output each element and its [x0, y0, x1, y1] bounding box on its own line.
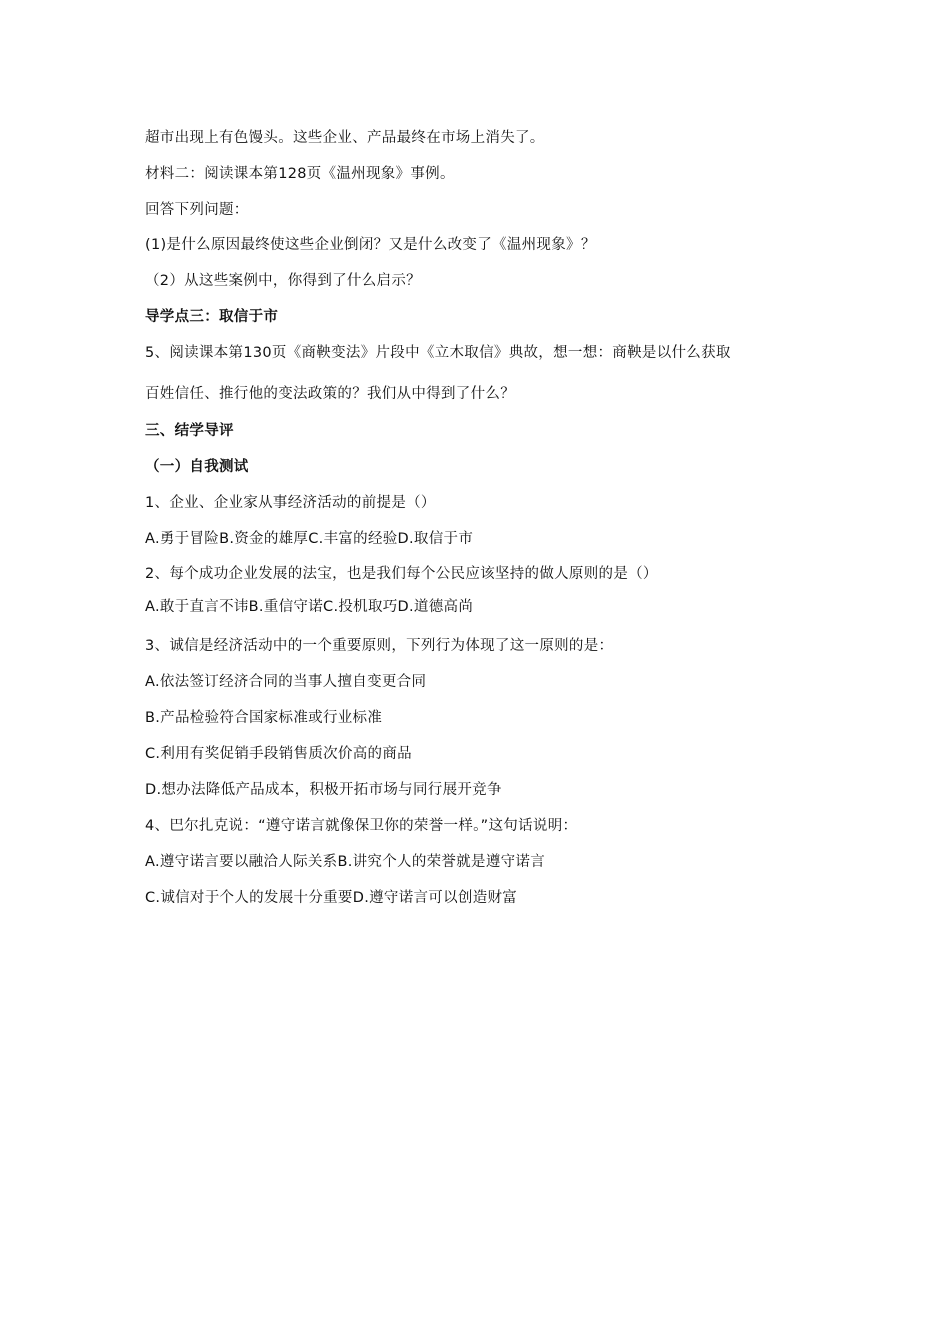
quiz-question-3-option-d: D.想办法降低产品成本，积极开拓市场与同行展开竞争 [145, 782, 502, 798]
heading-guide-point-3: 导学点三：取信于市 [145, 309, 279, 325]
quiz-question-4-options-ab: A.遵守诺言要以融洽人际关系B.讲究个人的荣誉就是遵守诺言 [145, 854, 546, 870]
quiz-question-4: 4、巴尔扎克说：“遵守诺言就像保卫你的荣誉一样。”这句话说明： [145, 818, 578, 834]
heading-self-test: （一）自我测试 [145, 459, 249, 475]
quiz-question-3-option-b: B.产品检验符合国家标准或行业标准 [145, 710, 383, 726]
quiz-question-4-options-cd: C.诚信对于个人的发展十分重要D.遵守诺言可以创造财富 [145, 890, 518, 906]
text-line-item-5-b: 百姓信任、推行他的变法政策的？我们从中得到了什么？ [145, 386, 515, 402]
quiz-question-2: 2、每个成功企业发展的法宝，也是我们每个公民应该坚持的做人原则的是（） [145, 566, 658, 582]
quiz-question-1: 1、企业、企业家从事经济活动的前提是（） [145, 495, 436, 511]
text-line-item-5-a: 5、阅读课本第130页《商鞅变法》片段中《立木取信》典故，想一想：商鞅是以什么获取 [145, 345, 731, 361]
text-line-material1-end: 超市出现上有色馒头。这些企业、产品最终在市场上消失了。 [145, 130, 545, 146]
question-1: (1)是什么原因最终使这些企业倒闭？又是什么改变了《温州现象》？ [145, 237, 596, 253]
quiz-question-2-options: A.敢于直言不讳B.重信守诺C.投机取巧D.道德高尚 [145, 599, 474, 615]
quiz-question-3-option-a: A.依法签订经济合同的当事人擅自变更合同 [145, 674, 427, 690]
quiz-question-3: 3、诚信是经济活动中的一个重要原则，下列行为体现了这一原则的是： [145, 638, 614, 654]
text-line-answer-prompt: 回答下列问题： [145, 202, 249, 218]
heading-section-3: 三、结学导评 [145, 423, 234, 439]
quiz-question-3-option-c: C.利用有奖促销手段销售质次价高的商品 [145, 746, 412, 762]
quiz-question-1-options: A.勇于冒险B.资金的雄厚C.丰富的经验D.取信于市 [145, 531, 474, 547]
question-2: （2）从这些案例中，你得到了什么启示？ [145, 273, 421, 289]
text-line-material2: 材料二：阅读课本第128页《温州现象》事例。 [145, 166, 455, 182]
